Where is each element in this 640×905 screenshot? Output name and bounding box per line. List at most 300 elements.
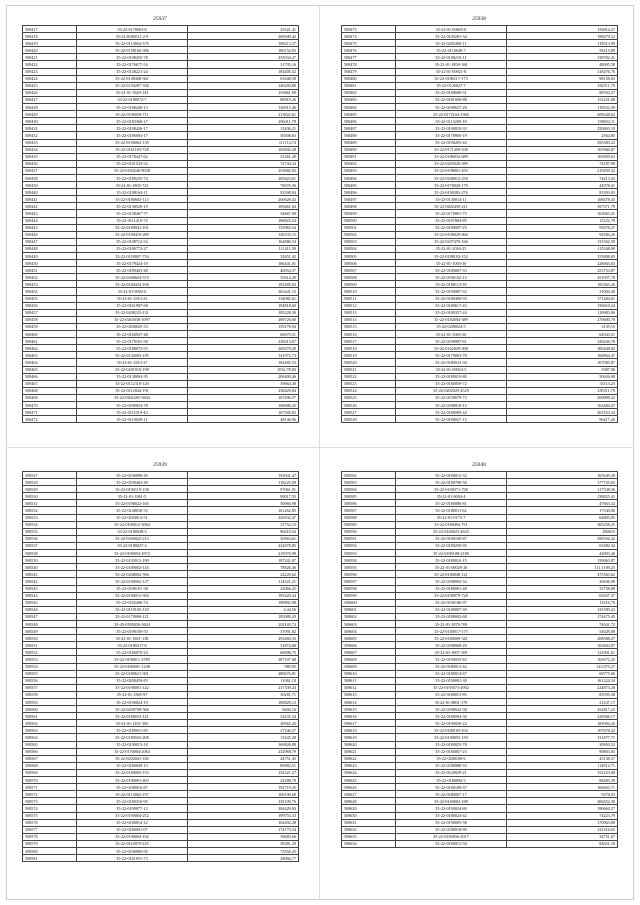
table-row (342, 699, 618, 706)
reference-code-cell: 35-22-0120029-21 (396, 769, 507, 776)
table-row (23, 359, 299, 366)
reference-code-cell: 35-22-0180250-95 (396, 542, 507, 549)
record-id-cell: 508507 (342, 267, 396, 274)
amount-cell: 31261,20 (188, 153, 299, 160)
amount-cell: 152223,08 (507, 769, 618, 776)
record-id-cell: 508506 (342, 260, 396, 267)
amount-cell: 155808,65 (507, 253, 618, 260)
record-id-cell: 508618 (342, 727, 396, 734)
reference-code-cell: 35-22-0200100-6 (396, 755, 507, 762)
record-id-cell: 508434 (23, 146, 77, 153)
table-row (23, 323, 299, 330)
record-id-cell: 508534 (23, 521, 77, 528)
reference-code-cell: 35-22-0112318-120 (77, 380, 188, 387)
amount-cell: 90803,83 (507, 748, 618, 755)
table-row (23, 557, 299, 564)
amount-cell: 295383,23 (507, 139, 618, 146)
horizontal-page-divider (6, 447, 634, 448)
reference-code-cell: 35-22-0180680-51 (396, 89, 507, 96)
reference-code-cell: 35-22-0186693-17 (77, 132, 188, 139)
reference-code-cell: 35-22-0180490-93 (396, 295, 507, 302)
table-row (23, 373, 299, 380)
amount-cell: 56960,98 (188, 500, 299, 507)
table-row (342, 741, 618, 748)
reference-code-cell: 35-22-0190024-80 (396, 805, 507, 812)
amount-cell: 198479,12 (507, 33, 618, 40)
reference-code-cell: 35-22-0180105-104 (396, 727, 507, 734)
amount-cell: 39664,40 (188, 380, 299, 387)
amount-cell: 185089,29 (188, 613, 299, 620)
record-id-cell: 508469 (23, 394, 77, 401)
table-row (23, 281, 299, 288)
table-row (342, 253, 618, 260)
table-row (23, 245, 299, 252)
amount-cell: 280615 (507, 528, 618, 535)
table-row (342, 670, 618, 677)
reference-code-cell: 35-22-0118007-754 (77, 253, 188, 260)
reference-code-cell: 35-22-0180027-15 (396, 416, 507, 423)
reference-code-cell: 35-22-0181000-88 (396, 96, 507, 103)
record-id-cell: 508433 (23, 139, 77, 146)
amount-cell: 60679,51 (188, 331, 299, 338)
reference-code-cell: 35-22-0202408-11 (396, 40, 507, 47)
amount-cell: 34751,67 (507, 833, 618, 840)
reference-code-cell: 35-22-0198100-53 (77, 628, 188, 635)
record-id-cell: 508628 (342, 798, 396, 805)
reference-code-cell: 35-22-0179101-58 (77, 338, 188, 345)
amount-cell: 181109,76 (188, 798, 299, 805)
record-id-cell: 508547 (23, 613, 77, 620)
record-id-cell: 508572 (23, 791, 77, 798)
reference-code-cell: 35-22-0160434-100 (77, 281, 188, 288)
table-row (23, 366, 299, 373)
record-id-cell: 508511 (342, 295, 396, 302)
record-id-cell: 508633 (342, 833, 396, 840)
reference-code-cell: 35-22-0150287-338 (77, 82, 188, 89)
record-id-cell: 508614 (342, 699, 396, 706)
reference-code-cell: 35-22-0182004-389 (396, 316, 507, 323)
amount-cell: 47663,34 (507, 500, 618, 507)
table-row (342, 521, 618, 528)
reference-code-cell: 35-22-0180235-74 (77, 174, 188, 181)
reference-code-cell: 35-22-0190029-064 (396, 231, 507, 238)
record-id-cell: 508543 (23, 585, 77, 592)
amount-cell: 138825,41 (507, 493, 618, 500)
record-id-cell: 508504 (342, 245, 396, 252)
reference-code-cell: 35-22-0188072-53 (77, 345, 188, 352)
amount-cell: 206400,46 (188, 373, 299, 380)
ledger-page-top-left (22, 16, 298, 423)
table-row (23, 167, 299, 174)
record-id-cell: 508546 (23, 606, 77, 613)
record-id-cell: 508583 (342, 479, 396, 486)
record-id-cell: 508593 (342, 550, 396, 557)
reference-code-cell: 35-22-01-9175-7 (396, 514, 507, 521)
reference-code-cell: 35-22-0180070-23 (77, 649, 188, 656)
table-row (342, 323, 618, 330)
table-row (23, 338, 299, 345)
reference-code-cell: 35-22-0190002-139 (77, 139, 188, 146)
record-id-cell: 508483 (342, 96, 396, 103)
amount-cell: 224873,28 (507, 684, 618, 691)
reference-code-cell: 35-22-0188072-7 (77, 96, 188, 103)
amount-cell: 32651,42 (188, 253, 299, 260)
table-row (342, 826, 618, 833)
table-row (342, 104, 618, 111)
table-row (23, 663, 299, 670)
reference-code-cell: 35-22-0183360-17 (77, 118, 188, 125)
record-id-cell: 508456 (23, 302, 77, 309)
reference-code-cell: 35-22-0190055-150 (396, 734, 507, 741)
record-id-cell: 508601 (342, 606, 396, 613)
table-row (342, 599, 618, 606)
record-id-cell: 508554 (23, 663, 77, 670)
amount-cell: 48146,96 (188, 416, 299, 423)
reference-code-cell: 35-22-0180005-153 (77, 769, 188, 776)
table-row (23, 628, 299, 635)
reference-code-cell: 35-22-0182406-74 (77, 599, 188, 606)
record-id-cell: 508627 (342, 791, 396, 798)
table-row (342, 642, 618, 649)
amount-cell: 118983,86 (507, 309, 618, 316)
amount-cell: 138702,41 (507, 54, 618, 61)
record-id-cell: 508609 (342, 663, 396, 670)
reference-code-cell: 35-22-0180002-143 (77, 564, 188, 571)
reference-code-cell: 35-22-0189403-48 (77, 267, 188, 274)
table-row (342, 649, 618, 656)
record-id-cell: 508619 (342, 734, 396, 741)
reference-code-cell: 35-22-0138520-19 (77, 203, 188, 210)
reference-code-cell: 35-22-0190029-22 (396, 720, 507, 727)
table-row (23, 528, 299, 535)
record-id-cell: 508459 (23, 323, 77, 330)
table-row (342, 125, 618, 132)
table-row (23, 812, 299, 819)
record-id-cell: 508422 (23, 61, 77, 68)
amount-cell: 238429,84 (188, 387, 299, 394)
table-row (342, 542, 618, 549)
amount-cell: 74187,98 (507, 160, 618, 167)
reference-code-cell: 35-22-0190979-728 (396, 592, 507, 599)
table-row (23, 380, 299, 387)
amount-cell: 31752,15 (188, 521, 299, 528)
table-row (23, 238, 299, 245)
table-row (23, 741, 299, 748)
record-id-cell: 508584 (342, 486, 396, 493)
record-id-cell: 508625 (342, 777, 396, 784)
record-id-cell: 508551 (23, 642, 77, 649)
reference-code-cell: 35-22-0190997-61 (396, 338, 507, 345)
record-id-cell: 508624 (342, 769, 396, 776)
reference-code-cell: 35-22-01-1201-365 (77, 720, 188, 727)
record-id-cell: 508578 (23, 833, 77, 840)
record-id-cell: 508505 (342, 253, 396, 260)
amount-cell: 284429,84 (188, 805, 299, 812)
reference-code-cell: 35-22-01-1870-709 (396, 620, 507, 627)
table-row (23, 493, 299, 500)
reference-code-cell: 35-22-0180018-90 (396, 826, 507, 833)
table-row (342, 578, 618, 585)
reference-code-cell: 35-22-0180310-95 (77, 798, 188, 805)
table-row (342, 111, 618, 118)
amount-cell: 8404,16 (188, 706, 299, 713)
record-id-cell: 508466 (23, 373, 77, 380)
reference-code-cell: 35-22-0190186-97 (396, 599, 507, 606)
reference-code-cell: 35-22-0120027-7 (396, 82, 507, 89)
amount-cell: 114521,21 (188, 578, 299, 585)
table-row (342, 260, 618, 267)
record-id-cell: 508613 (342, 691, 396, 698)
reference-code-cell: 35-22-0180019-80 (396, 373, 507, 380)
table-row (23, 833, 299, 840)
table-row (23, 224, 299, 231)
amount-cell: 118532,39 (507, 104, 618, 111)
table-row (23, 89, 299, 96)
table-row (342, 47, 618, 54)
amount-cell: 111411,59 (188, 245, 299, 252)
table-row (342, 245, 618, 252)
reference-code-cell: 35-22-0208002-596 (77, 571, 188, 578)
record-id-cell: 508443 (23, 210, 77, 217)
reference-code-cell: 35-22-0112044-191 (77, 387, 188, 394)
table-row (342, 345, 618, 352)
table-row (342, 635, 618, 642)
table-row (23, 401, 299, 408)
table-row (342, 606, 618, 613)
table-row (23, 189, 299, 196)
reference-code-cell: 35-22-0186117-173 (396, 75, 507, 82)
reference-code-cell: 35-22-0190090-49 (77, 472, 188, 479)
table-row (23, 260, 299, 267)
record-id-cell: 508460 (23, 331, 77, 338)
record-id-cell: 508558 (23, 691, 77, 698)
amount-cell: 105602,28 (188, 146, 299, 153)
reference-code-cell: 35-22-0100210-11 (396, 54, 507, 61)
amount-cell: 30963,61 (188, 535, 299, 542)
amount-cell: 293460,33 (188, 635, 299, 642)
reference-code-cell: 35-22-0179000-121 (77, 613, 188, 620)
record-id-cell: 508571 (23, 784, 77, 791)
record-id-cell: 508449 (23, 253, 77, 260)
reference-code-cell: 35-22-0170020-179 (396, 182, 507, 189)
record-id-cell: 508522 (342, 373, 396, 380)
reference-code-cell: 35-22-0180080-33 (396, 762, 507, 769)
record-id-cell: 508528 (342, 416, 396, 423)
record-id-cell: 508495 (342, 182, 396, 189)
record-id-cell: 508454 (23, 288, 77, 295)
table-row (342, 394, 618, 401)
record-id-cell: 508545 (23, 599, 77, 606)
amount-cell: 170963,80 (507, 819, 618, 826)
record-id-cell: 508431 (23, 125, 77, 132)
record-id-cell: 508531 (23, 500, 77, 507)
record-id-cell: 508528 (23, 479, 77, 486)
record-id-cell: 508565 (23, 741, 77, 748)
reference-code-cell: 35-22-0206022-213 (77, 535, 188, 542)
amount-cell: 269949,42 (188, 33, 299, 40)
table-row (23, 231, 299, 238)
table-row (23, 33, 299, 40)
table-row (342, 748, 618, 755)
table-row (23, 507, 299, 514)
amount-cell: 15222,79 (507, 217, 618, 224)
table-row (23, 96, 299, 103)
record-id-cell: 508542 (23, 578, 77, 585)
table-row (342, 82, 618, 89)
reference-code-cell: 35-22-0180100-37 (396, 784, 507, 791)
reference-code-cell: 35-22-0170801-75 (396, 210, 507, 217)
record-id-cell: 508527 (23, 472, 77, 479)
reference-code-cell: 35-22-0205026-589 (396, 160, 507, 167)
amount-cell: 58215,89 (507, 47, 618, 54)
record-id-cell: 508596 (342, 571, 396, 578)
amount-cell: 163484,47 (507, 401, 618, 408)
amount-cell: 174179,34 (188, 826, 299, 833)
record-id-cell: 508623 (342, 762, 396, 769)
record-id-cell: 508499 (342, 210, 396, 217)
table-row (342, 819, 618, 826)
amount-cell: 98158,63 (507, 75, 618, 82)
record-id-cell: 508478 (342, 61, 396, 68)
amount-cell: 163603,87 (507, 642, 618, 649)
table-row (342, 366, 618, 373)
table-row (23, 68, 299, 75)
reference-code-cell: 35-22-0180011-62 (396, 507, 507, 514)
table-row (23, 479, 299, 486)
amount-cell: 135399,22 (507, 606, 618, 613)
reference-code-cell: 35-22-0180010-15 (396, 557, 507, 564)
reference-code-cell: 35-22-0138094-35 (77, 373, 188, 380)
table-row (23, 777, 299, 784)
amount-cell: 96417,20 (507, 416, 618, 423)
table-row (23, 585, 299, 592)
record-id-cell: 508569 (23, 769, 77, 776)
reference-code-cell: 35-22-0108455-78 (77, 54, 188, 61)
reference-code-cell: 35-22-0162029-308 (396, 345, 507, 352)
record-id-cell: 508532 (23, 507, 77, 514)
record-id-cell: 508603 (342, 620, 396, 627)
table-row (342, 40, 618, 47)
amount-cell: 88483,39 (507, 777, 618, 784)
record-id-cell: 508436 (23, 160, 77, 167)
record-id-cell: 508541 (23, 571, 77, 578)
record-id-cell: 508418 (23, 33, 77, 40)
reference-code-cell: 35-22-0179003-78 (396, 352, 507, 359)
table-row (342, 557, 618, 564)
table-row (23, 26, 299, 33)
record-id-cell: 508533 (23, 514, 77, 521)
amount-cell: 3139,15 (507, 323, 618, 330)
amount-cell: 251957,70 (507, 274, 618, 281)
record-id-cell: 508480 (342, 75, 396, 82)
reference-code-cell: 35-45-0180050-3604 (77, 620, 188, 627)
reference-code-cell: 35-22-0190011-2789 (77, 656, 188, 663)
table-row (23, 288, 299, 295)
reference-code-cell: 35-22-0180603-115 (77, 196, 188, 203)
record-id-cell: 508514 (342, 316, 396, 323)
amount-cell: 24220,62 (188, 571, 299, 578)
record-id-cell: 508576 (23, 819, 77, 826)
table-row (23, 118, 299, 125)
table-row (23, 500, 299, 507)
record-id-cell: 508556 (23, 677, 77, 684)
table-row (342, 217, 618, 224)
table-row (23, 542, 299, 549)
reference-code-cell: 35-22-0188240-13 (77, 104, 188, 111)
amount-cell: 13245,28 (188, 734, 299, 741)
reference-code-cell: 35-22-0100201-34 (396, 33, 507, 40)
reference-code-cell: 35-22-0190101-38 (77, 585, 188, 592)
record-id-cell: 508602 (342, 613, 396, 620)
record-id-cell: 508529 (23, 486, 77, 493)
table-row (23, 40, 299, 47)
table-row (342, 833, 618, 840)
record-id-cell: 508629 (342, 805, 396, 812)
table-row (23, 416, 299, 423)
reference-code-cell: 35-22-0132003-195 (77, 352, 188, 359)
reference-code-cell: 35-22-0111410-74 (77, 217, 188, 224)
record-id-cell: 508509 (342, 281, 396, 288)
reference-code-cell: 35-22-0114002-197 (77, 791, 188, 798)
amount-cell: 131877,71 (507, 734, 618, 741)
table-row (342, 791, 618, 798)
table-row (23, 196, 299, 203)
reference-code-cell: 35-22-0195073-4902 (396, 684, 507, 691)
reference-code-cell: 35-22-0180059-72 (396, 380, 507, 387)
record-id-cell: 508606 (342, 642, 396, 649)
reference-code-cell: 35-22-0178063-8 (77, 26, 188, 33)
record-id-cell: 508586 (342, 500, 396, 507)
reference-code-cell: 35-22-0208223-131 (77, 309, 188, 316)
table-row (23, 642, 299, 649)
table-row (342, 613, 618, 620)
reference-code-cell: 35-22-0190077-12 (77, 805, 188, 812)
table-row (23, 727, 299, 734)
record-id-cell: 508540 (23, 564, 77, 571)
record-id-cell: 508582 (342, 472, 396, 479)
amount-cell: 134082,61 (188, 295, 299, 302)
record-id-cell: 508473 (342, 26, 396, 33)
amount-cell: 40054,37 (188, 267, 299, 274)
amount-cell: 73556,25 (188, 847, 299, 854)
reference-code-cell: 35-22-0180494-751 (396, 521, 507, 528)
record-id-cell: 508536 (23, 535, 77, 542)
record-id-cell: 508481 (342, 82, 396, 89)
record-id-cell: 508438 (23, 174, 77, 181)
amount-cell: 117538,36 (507, 486, 618, 493)
reference-code-cell: 35-22-0186032-489 (396, 153, 507, 160)
amount-cell: 397371,79 (507, 203, 618, 210)
record-id-cell: 508446 (23, 231, 77, 238)
table-row (23, 316, 299, 323)
amount-cell: 184482,53 (188, 359, 299, 366)
record-id-cell: 508560 (23, 706, 77, 713)
reference-code-cell: 35-22-0180001-1248 (77, 663, 188, 670)
table-row (342, 189, 618, 196)
record-id-cell: 508428 (23, 104, 77, 111)
amount-cell: 95676,27 (507, 224, 618, 231)
amount-cell: 30281,71 (188, 691, 299, 698)
amount-cell: 186441,01 (188, 260, 299, 267)
reference-code-cell: 35-22-0176677-54 (77, 61, 188, 68)
table-row (23, 295, 299, 302)
reference-code-cell: 35-22-0103012-199 (77, 557, 188, 564)
record-id-cell: 508492 (342, 160, 396, 167)
amount-cell: 285823,61 (188, 174, 299, 181)
reference-code-cell: 35-22-0190203-44 (396, 139, 507, 146)
amount-cell: 163063,41 (507, 210, 618, 217)
amount-cell: 13436,21 (188, 125, 299, 132)
